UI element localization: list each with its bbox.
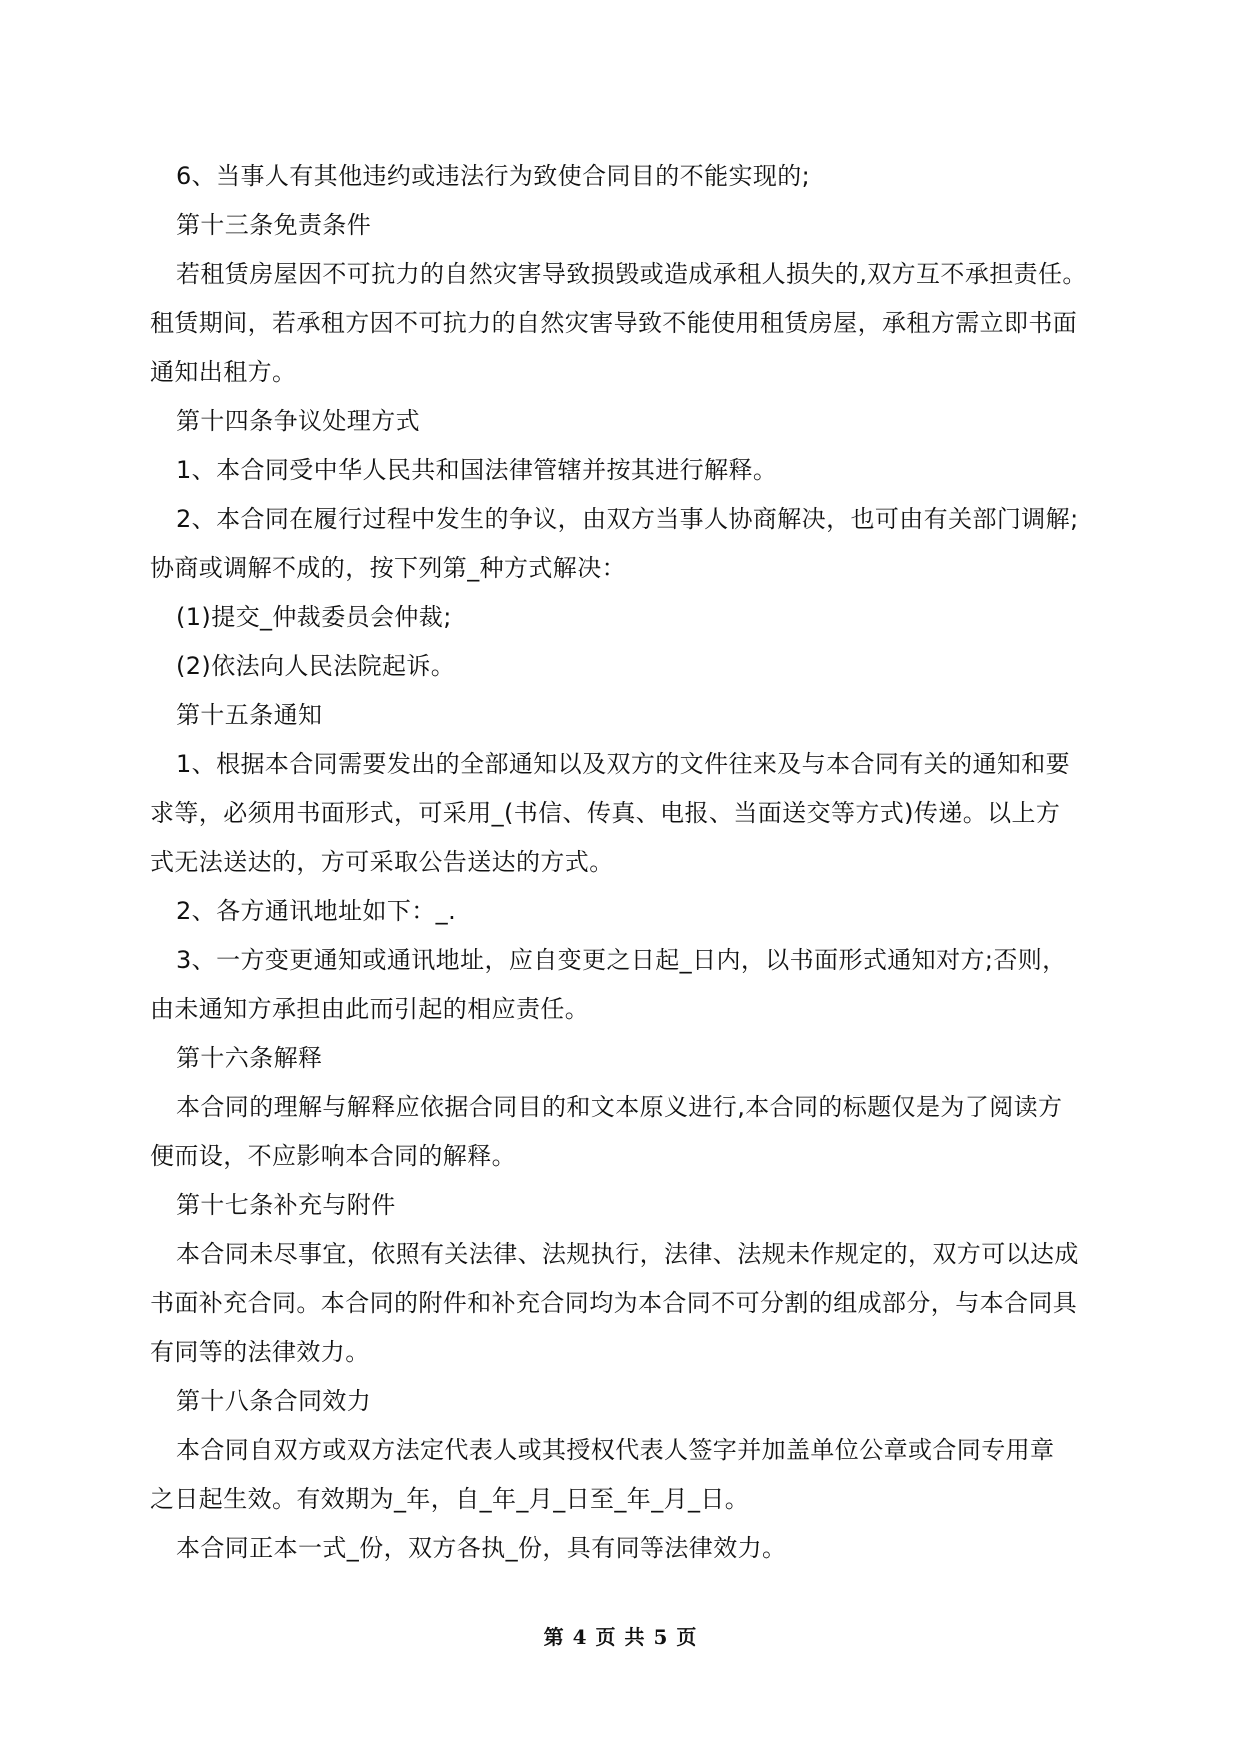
text-line: 协商或调解不成的，按下列第_种方式解决：: [150, 554, 626, 582]
text-line: 第十六条解释: [176, 1044, 323, 1072]
text-line: 租赁期间，若承租方因不可抗力的自然灾害导致不能使用租赁房屋，承租方需立即书面: [150, 309, 1078, 337]
text-line: 便而设，不应影响本合同的解释。: [150, 1142, 516, 1170]
text-line: 有同等的法律效力。: [150, 1338, 370, 1366]
text-line: 第十三条免责条件: [176, 211, 372, 239]
text-line: 通知出租方。: [150, 358, 297, 386]
text-line: 若租赁房屋因不可抗力的自然灾害导致损毁或造成承租人损失的,双方互不承担责任。: [176, 260, 1087, 288]
text-line: 之日起生效。有效期为_年，自_年_月_日至_年_月_日。: [150, 1485, 750, 1513]
text-line: 由未通知方承担由此而引起的相应责任。: [150, 995, 590, 1023]
text-line: 1、根据本合同需要发出的全部通知以及双方的文件往来及与本合同有关的通知和要: [176, 750, 1071, 778]
text-line: 书面补充合同。本合同的附件和补充合同均为本合同不可分割的组成部分，与本合同具: [150, 1289, 1078, 1317]
text-line: 求等，必须用书面形式，可采用_(书信、传真、电报、当面送交等方式)传递。以上方: [150, 799, 1061, 827]
text-line: 2、各方通讯地址如下：_.: [176, 897, 457, 925]
text-line: 本合同正本一式_份，双方各执_份，具有同等法律效力。: [176, 1534, 787, 1562]
document-body: [150, 152, 1090, 1573]
text-line: 式无法送达的，方可采取公告送达的方式。: [150, 848, 614, 876]
text-line: (1)提交_仲裁委员会仲裁;: [176, 603, 452, 631]
text-line: 第十八条合同效力: [176, 1387, 372, 1415]
text-line: 本合同未尽事宜，依照有关法律、法规执行，法律、法规未作规定的，双方可以达成: [176, 1240, 1079, 1268]
text-line: 1、本合同受中华人民共和国法律管辖并按其进行解释。: [176, 456, 778, 484]
text-line: 第十七条补充与附件: [176, 1191, 396, 1219]
text-line: 第十五条通知: [176, 701, 323, 729]
text-line: (2)依法向人民法院起诉。: [176, 652, 456, 680]
text-line: 本合同的理解与解释应依据合同目的和文本原义进行,本合同的标题仅是为了阅读方: [176, 1093, 1063, 1121]
text-line: 6、当事人有其他违约或违法行为致使合同目的不能实现的;: [176, 162, 811, 190]
text-line: 2、本合同在履行过程中发生的争议，由双方当事人协商解决，也可由有关部门调解;: [176, 505, 1079, 533]
text-line: 3、一方变更通知或通讯地址，应自变更之日起_日内，以书面形式通知对方;否则，: [176, 946, 1067, 974]
text-line: 第十四条争议处理方式: [176, 407, 420, 435]
text-line: 本合同自双方或双方法定代表人或其授权代表人签字并加盖单位公章或合同专用章: [176, 1436, 1055, 1464]
page-footer: 第 4 页 共 5 页: [543, 1625, 698, 1649]
